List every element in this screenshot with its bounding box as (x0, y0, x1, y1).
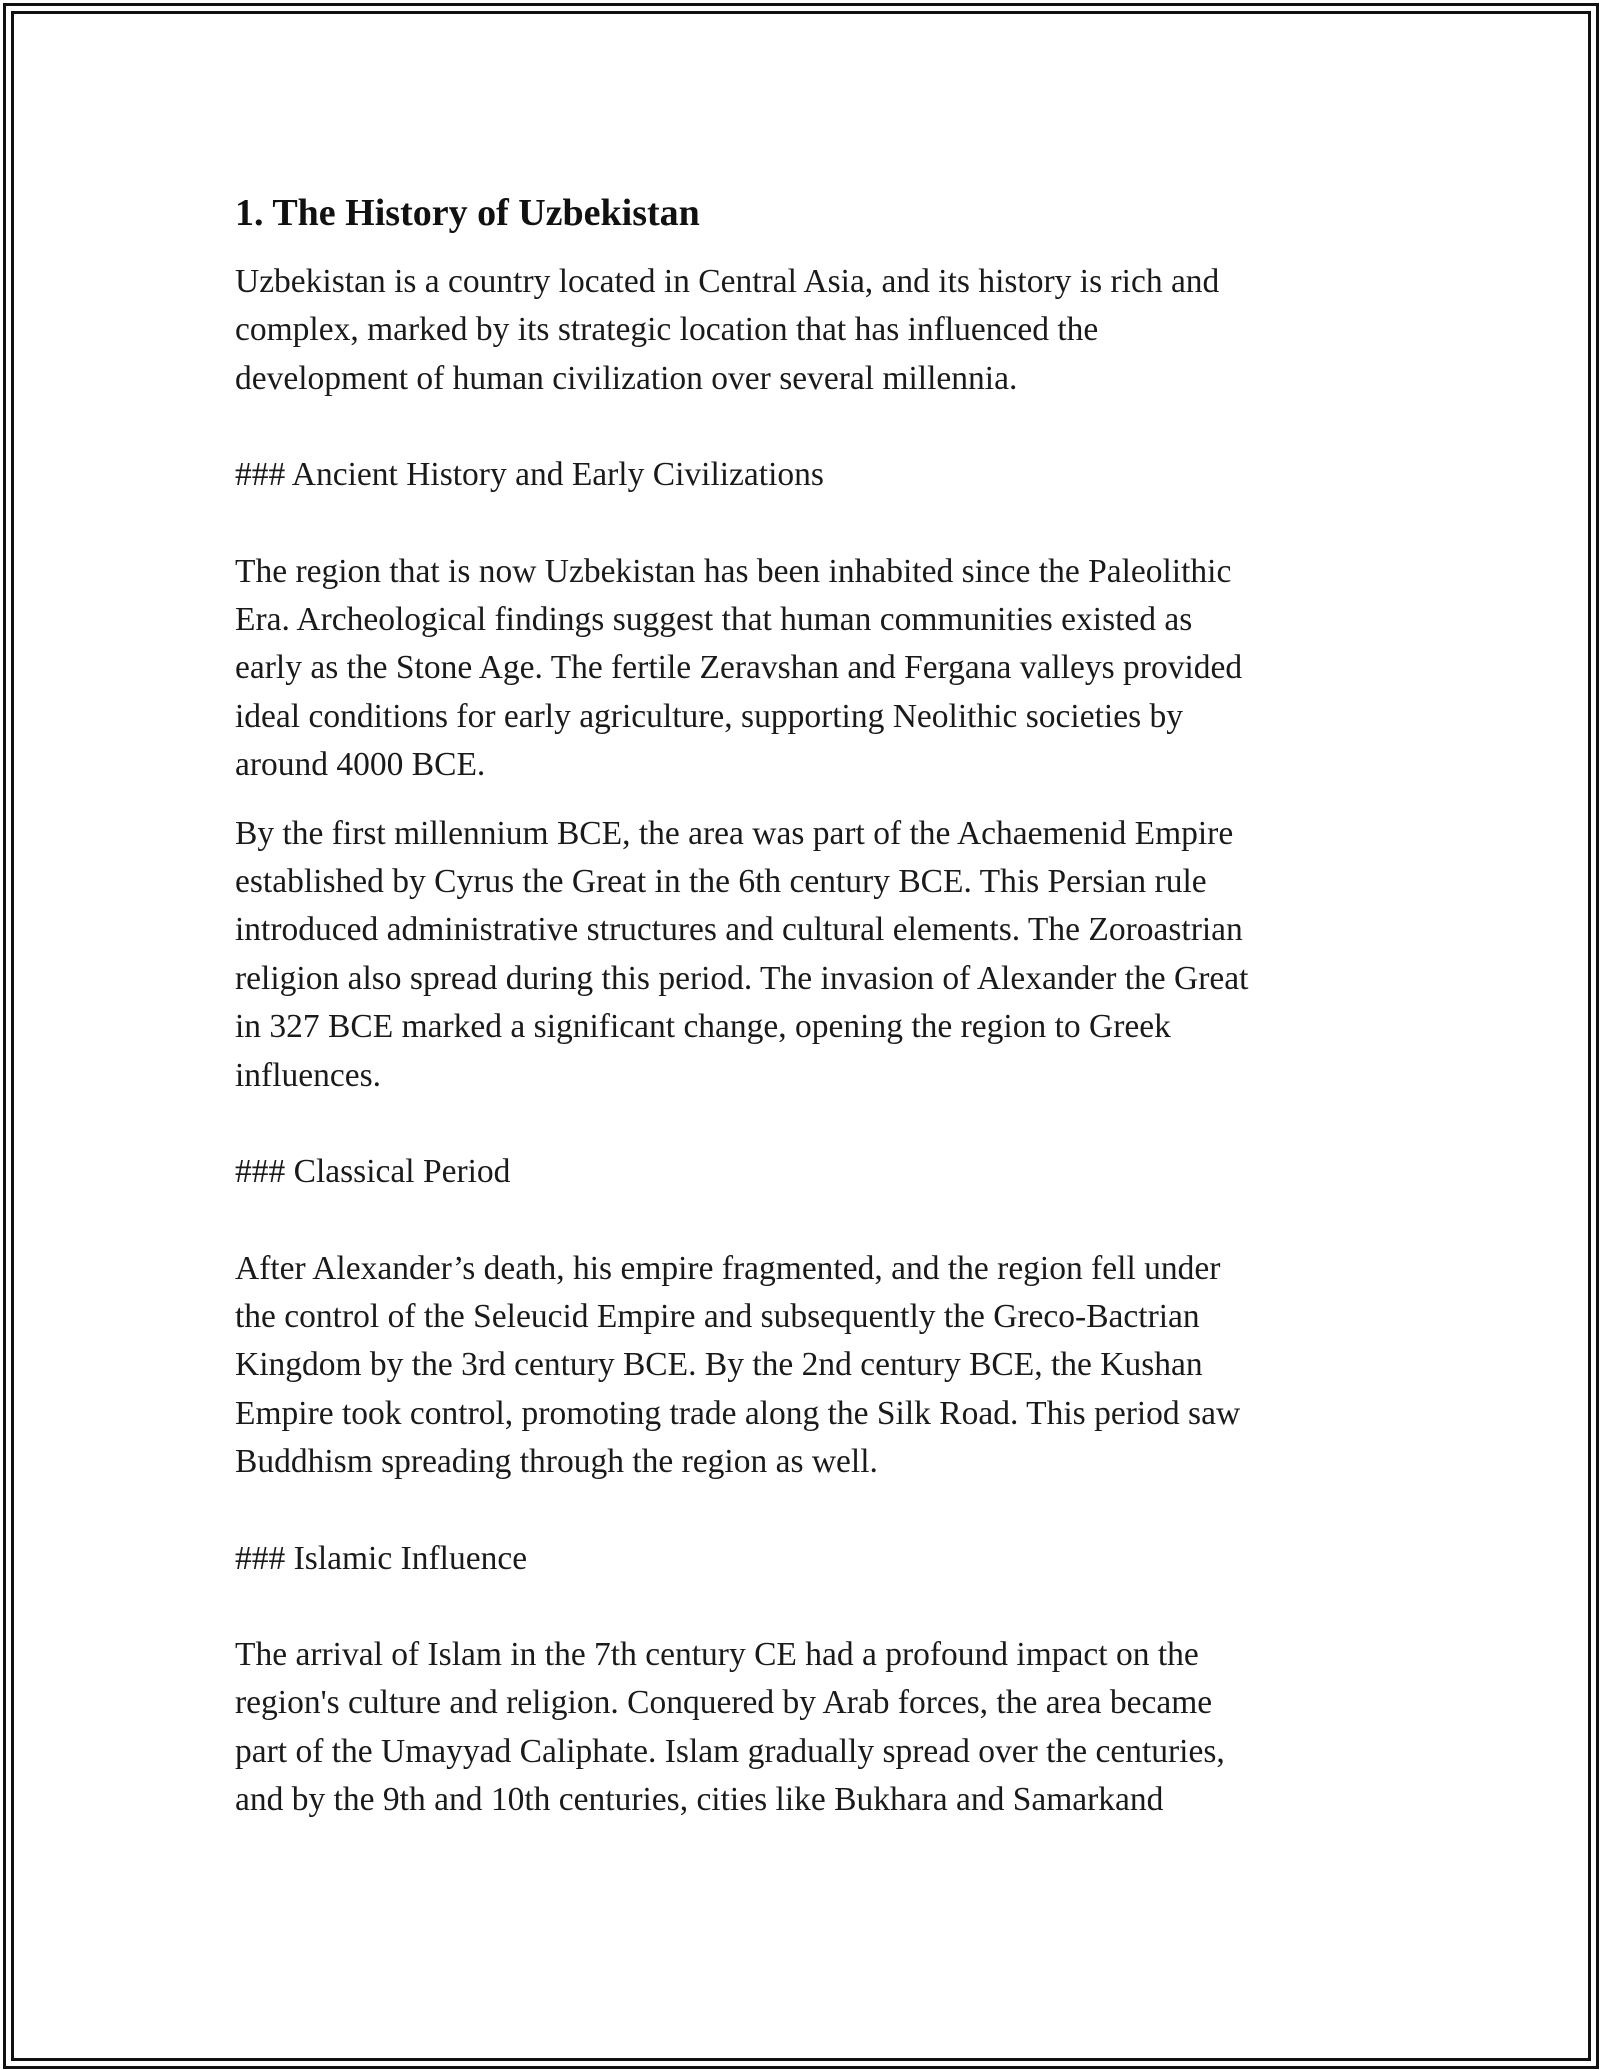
paragraph: The region that is now Uzbekistan has been inhabited since the Paleolithic Era. Archeological findings suggest that human communities existed as early as the Stone Age. The fertile Zeravshan and Fergana valleys provided ideal conditions for early agriculture, supporting Neolithic societies by around 4000 BCE. (235, 552, 1243, 784)
section-heading: ### Classical Period (235, 1153, 511, 1191)
section-heading: ### Islamic Influence (235, 1539, 528, 1577)
paragraph: After Alexander’s death, his empire fragmented, and the region fell under the control of the Seleucid Empire and subsequently the Greco-Bactrian Kingdom by the 3rd century BCE. By the 2nd century BCE, the Kushan Empire took control, promoting trade along the Silk Road. This period saw Buddhism spreading through the region as well. (235, 1249, 1241, 1481)
paragraph: By the first millennium BCE, the area was part of the Achaemenid Empire established by Cyrus the Great in the 6th century BCE. This Persian rule introduced administrative structures and cultural elements. The Zoroastrian religion also spread during this period. The invasion of Alexander the Great in 327 BCE marked a significant change, opening the region to Greek influences. (235, 814, 1249, 1094)
document-body (235, 186, 1365, 1825)
section-classical-period (235, 1148, 1365, 1486)
document-title: 1. The History of Uzbekistan (235, 192, 700, 234)
section-ancient-history (235, 451, 1365, 1100)
intro-paragraph: Uzbekistan is a country located in Central Asia, and its history is rich and complex, marked by its strategic location that has influenced the development of human civilization over several millennia. (235, 263, 1220, 397)
paragraph: The arrival of Islam in the 7th century CE had a profound impact on the region's culture and religion. Conquered by Arab forces, the area became part of the Umayyad Caliphate. Islam gradually spread over the centuries, and by the 9th and 10th centuries, cities like Bukhara and Samarkand (235, 1635, 1225, 1819)
section-islamic-influence (235, 1535, 1365, 1825)
section-heading: ### Ancient History and Early Civilizations (235, 456, 824, 494)
